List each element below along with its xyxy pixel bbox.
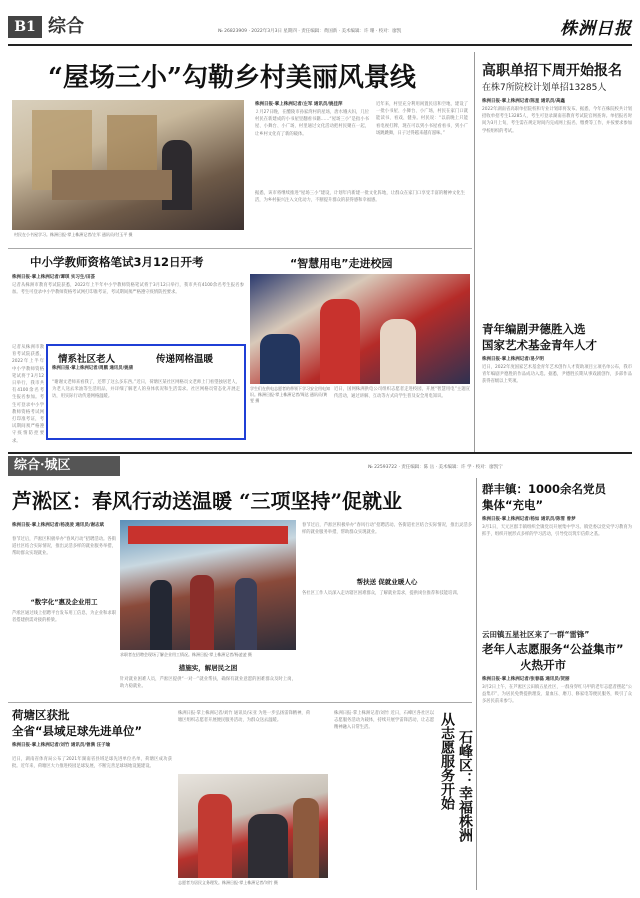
- football-body: 近日，湖南省体育局公布了2021年湖南省县域足球先进单位名单，荷塘区成功获批。近年来，荷塘区大力推进校园足球发展，不断完善足球场地设施建设。: [12, 757, 172, 770]
- top-photo-caption: 村民在小书屋学习。株洲日报·掌上株洲记者/左军 通讯员/付玉平 摄: [14, 232, 133, 237]
- right-top-body: 2022年湖南省高职单招院校和专业计划即将发布。据悉，今年在株院校共计划招收单招考生13285人，考生可登录湖南省教育考试院官网查询。单招报名时间为3月上旬，考生需在规定时间内完成网上报名、缴费等工作，并按要求参加学校组织的考试。: [482, 107, 632, 134]
- party-member-title-b: 集体“充电”: [482, 498, 544, 512]
- section2-info: № 22593722 · 责任编辑：陈 岳 · 美术编辑：许 学 · 校对：廖凯宁: [368, 465, 503, 470]
- party-member-title-a: 群丰镇：1000余名党员: [482, 482, 607, 496]
- bottom-sub-b: 帮扶送 促就业暖人心: [356, 578, 418, 586]
- smart-electric-body: 近日，国网株洲供电公司组织志愿者走进校园，开展“智慧用电”主题宣传活动，通过讲解、互动等方式向学生普及安全用电知识。: [334, 387, 470, 400]
- shifeng-body: 株洲日报·掌上株洲记者/刘竹 近日，石峰区各社区以志愿服务活动为载体，持续开展学雷锋活动，让志愿精神融入日常生活。: [334, 711, 434, 731]
- volunteer-mid-body: 株洲日报·掌上株洲记者/刘竹 通讯员/宋亚 为进一步弘扬雷锋精神，荷塘区组织志愿者开展便民服务活动，为群众送去温暖。: [178, 711, 310, 724]
- smart-electric-title: “智慧用电”走进校园: [290, 257, 393, 270]
- bottom-body-b: 芦淞区通过线上招聘平台发布用工信息，为企业和求职者搭建供需对接的桥梁。: [12, 611, 116, 624]
- party-member-body: 3月1日，天元区群丰镇组织全镇党员开展集中学习。镇党委以党史学习教育为抓手，组织开展形式多样的学习活动，引导党员筑牢信仰之基。: [482, 525, 632, 538]
- shifeng-vertical-title-a: 从志愿服务开始: [439, 712, 455, 810]
- bottom-body-c: 各社区工作人员深入走访辖区困难群众，了解就业需求，提供岗位推荐和技能培训。: [302, 591, 461, 596]
- right-top-subtitle: 在株7所院校计划单招13285人: [482, 83, 607, 93]
- community-elderly-title-a: 情系社区老人: [58, 354, 116, 365]
- smart-electric-caption: 学生们在供电志愿者的带领下学习安全用电知识。株洲日报·掌上株洲记者/周达 通讯员/黄雯 摄: [250, 386, 330, 403]
- teacher-exam-title: 中小学教师资格笔试3月12日开考: [30, 255, 204, 269]
- community-elderly-body: “谢谢文老师来看我了，还带了这么多东西。”近日，荷塘区某社区网格员文老师上门看望独居老人，为老人送去米油等生活用品，并详细了解老人的身体状况和生活需求。社区网格员常态化开展走访，用实际行动传递网格温暖。: [52, 380, 240, 400]
- community-elderly-box[interactable]: [46, 344, 246, 440]
- section-label: 综合: [48, 16, 84, 37]
- job-fair-photo: [120, 520, 296, 650]
- teacher-exam-body: 记者从株洲市教育考试院获悉，2022年上半年中小学教师资格笔试将于3月12日举行，我市共有4100余名考生报名参加。考生可登录中小学教师资格考试网打印准考证，考试期间须严格遵守疫情防控要求。: [12, 283, 244, 296]
- top-headline: “屋场三小”勾勒乡村美丽风景线: [48, 63, 416, 93]
- top-photo: [12, 100, 244, 230]
- haircut-photo: [178, 774, 328, 878]
- top-body-col3: 据悉，该市将继续推进“屋场三小”建设，计划年内新建一批文化阵地，让群众在家门口享受丰富的精神文化生活，为乡村振兴注入文化动力，不断提升群众的获得感和幸福感。: [255, 191, 465, 204]
- smart-electric-photo: [250, 274, 470, 384]
- party-member-byline: 株洲日报·掌上株洲记者/杨如 通讯员/陈雪 曾梦: [482, 517, 576, 522]
- football-title-b: 全省“县域足球先进单位”: [12, 724, 143, 738]
- young-writer-title-b: 国家艺术基金青年人才: [482, 338, 597, 352]
- young-writer-body: 近日，2022年度国家艺术基金青年艺术创作人才资助项目立项名单公布，我市青年编剧尹德胜的作品成功入选。据悉，尹德胜长期从事戏剧创作，多部作品获得省级以上奖项。: [482, 365, 632, 385]
- football-title-a: 荷塘区获批: [12, 708, 70, 722]
- top-body-col2: 近年来，村里充分利用闲置民房和空地，建设了一批小书屋、小舞台、小广场，村民在家门口就能读书、看戏、健身。村民说：“以前晚上只能看电视打牌，现在可以到小书屋看看书，到小广场跳跳舞，日子过得越来越有滋味。”: [376, 102, 468, 136]
- job-fair-caption: 求职者在招聘会现场了解企业用工情况。株洲日报·掌上株洲记者/杨凌凌 摄: [120, 652, 252, 657]
- issue-info: № 26823909 · 2022年3月3日 星期四 · 责任编辑：黄国新 · 美术编辑：许 珊 · 校对：廖凯: [218, 29, 402, 34]
- masthead-logo: 株洲日报: [560, 19, 632, 39]
- bottom-body-d: 针对就业困难人员，芦淞区提供“一对一”就业帮扶，确保有就业意愿的困难群众及时上岗，助力稳就业。: [120, 677, 296, 690]
- bottom-body-c-col: 春节过后，芦淞区积极举办“春风行动”招聘活动。各街道社区结合实际情况，推出灵活多样的就业服务举措，帮助群众实现就业。: [302, 523, 472, 536]
- volunteer-title-a: 老年人志愿服务“公益集市”: [482, 642, 624, 656]
- bottom-byline: 株洲日报·掌上株洲记者/杨凌凌 通讯员/谢志斌: [12, 523, 105, 528]
- shifeng-vertical-title-b: 石峰区：幸福株洲: [457, 730, 473, 842]
- bottom-headline: 芦淞区：春风行动送温暖 “三项坚持”促就业: [12, 489, 402, 513]
- community-elderly-title-b: 传递网格温暖: [156, 354, 214, 365]
- section2-header: [8, 456, 632, 478]
- young-writer-byline: 株洲日报·掌上株洲记者/易夕明: [482, 357, 544, 362]
- volunteer-body: 3月2日上午，在芦淞区云田镇五星社区，一群身穿红马甲的老年志愿者摆起“公益集市”，为居民免费提供理发、量血压、磨刀、修家电等便民服务，吸引了众多居民前来参与。: [482, 685, 632, 705]
- right-top-byline: 株洲日报·掌上株洲记者/陈星 通讯员/高鑫: [482, 99, 566, 104]
- young-writer-title-a: 青年编剧尹德胜入选: [482, 322, 586, 336]
- right-top-title: 高职单招下周开始报名: [482, 63, 622, 79]
- top-body-col1: ２月27日晚，在醴陵市孙家湾村的屋场，唐水娥夫妇，几位村民在新建成的小书屋里翻看书籍……“屋场三小”是指小书屋、小舞台、小广场，村里通过文化活动把村民聚在一起，让乡村文化有了新的载体。: [255, 110, 369, 137]
- bottom-sub-c: 措施实，解居民之困: [178, 664, 238, 672]
- section2-label: 综合·城区: [8, 456, 120, 476]
- volunteer-small-title: 云田镇五星社区来了一群“雷锋”: [482, 630, 590, 639]
- haircut-caption: 志愿者为居民义务理发。株洲日报·掌上株洲记者/刘竹 摄: [178, 880, 278, 885]
- top-byline: 株洲日报·掌上株洲记者/左军 通讯员/姚佳萍: [255, 102, 343, 107]
- community-elderly-byline: 株洲日报·掌上株洲记者/周鹏 通讯员/姚倩: [52, 366, 134, 371]
- football-byline: 株洲日报·掌上株洲记者/刘竹 通讯员/曾满 汪子瑜: [12, 743, 111, 748]
- bottom-body-a: 春节过后，芦淞区积极举办“春风行动”招聘活动。各街道社区结合实际情况，推出灵活多样的就业服务举措，帮助群众实现就业。: [12, 537, 116, 557]
- bottom-sub-a: “数字化”惠及企业用工: [30, 598, 98, 606]
- volunteer-title-b: 火热开市: [520, 658, 566, 672]
- page-number-badge: B1: [8, 16, 42, 38]
- volunteer-byline: 株洲日报·掌上株洲记者/张春磊 通讯员/贺丽: [482, 677, 570, 682]
- teacher-exam-byline: 株洲日报·掌上株洲记者/谭琪 实习生/田荟: [12, 275, 96, 280]
- teacher-exam-body-extra: 记者从株洲市教育考试院获悉，2022年上半年中小学教师资格笔试将于3月12日举行，我市共有4100余名考生报名参加。考生可登录中小学教师资格考试网打印准考证，考试期间须严格遵守疫情防控要求。: [12, 345, 44, 444]
- page-header: [8, 14, 632, 44]
